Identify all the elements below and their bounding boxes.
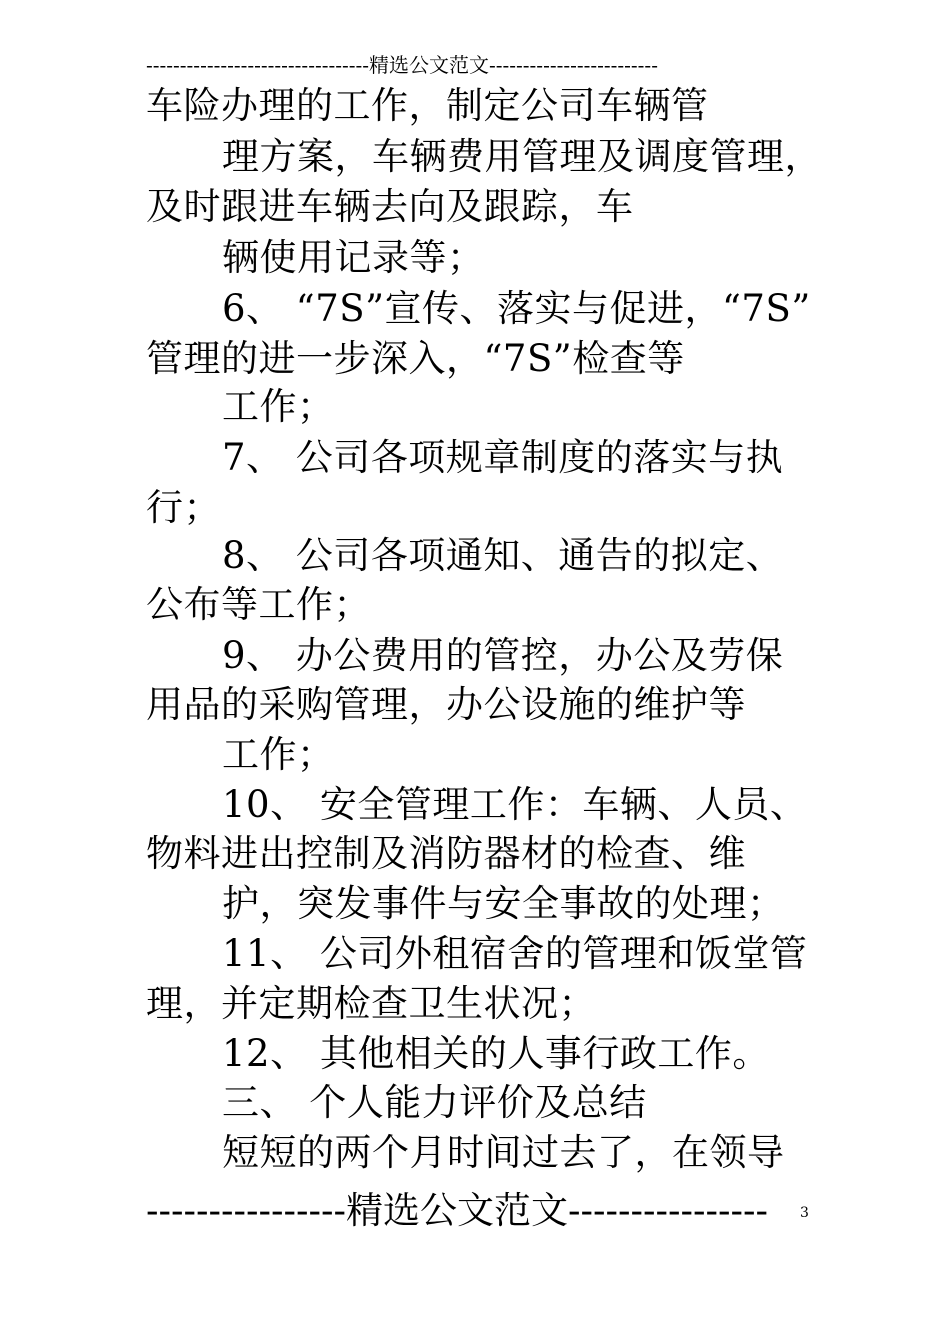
page-footer: ----------------精选公文范文---------------- [146,1189,769,1232]
body-line: 管理的进一步深入，“7S”检查等 [146,337,685,380]
body-line: 8、 公司各项通知、通告的拟定、 [222,534,784,577]
body-line: 短短的两个月时间过去了，在领导 [222,1131,785,1174]
body-line: 护，突发事件与安全事故的处理； [222,882,785,925]
body-line: 12、 其他相关的人事行政工作。 [222,1032,770,1075]
body-line: 辆使用记录等； [222,236,485,279]
body-line: 公布等工作； [146,583,371,626]
page-header: ---------------------------------精选公文范文------------------------- [146,53,658,77]
body-line: 7、 公司各项规章制度的落实与执 [222,436,784,479]
body-line: 工作； [222,733,335,776]
body-line: 10、 安全管理工作：车辆、人员、 [222,783,808,826]
body-line: 用品的采购管理，办公设施的维护等 [146,683,746,726]
body-line: 工作； [222,385,335,428]
body-line: 物料进出控制及消防器材的检查、维 [146,832,746,875]
body-line: 行； [146,486,221,529]
body-line: 车险办理的工作，制定公司车辆管 [146,84,709,127]
body-line: 理，并定期检查卫生状况； [146,982,596,1025]
page-number: 3 [800,1205,809,1221]
body-line: 9、 办公费用的管控，办公及劳保 [222,634,784,677]
body-line: 11、 公司外租宿舍的管理和饭堂管 [222,932,808,975]
body-line: 6、 “7S”宣传、落实与促进，“7S” [222,287,811,330]
body-line: 理方案，车辆费用管理及调度管理， [222,135,822,178]
section-heading: 三、 个人能力评价及总结 [222,1081,647,1124]
body-line: 及时跟进车辆去向及跟踪，车 [146,185,634,228]
